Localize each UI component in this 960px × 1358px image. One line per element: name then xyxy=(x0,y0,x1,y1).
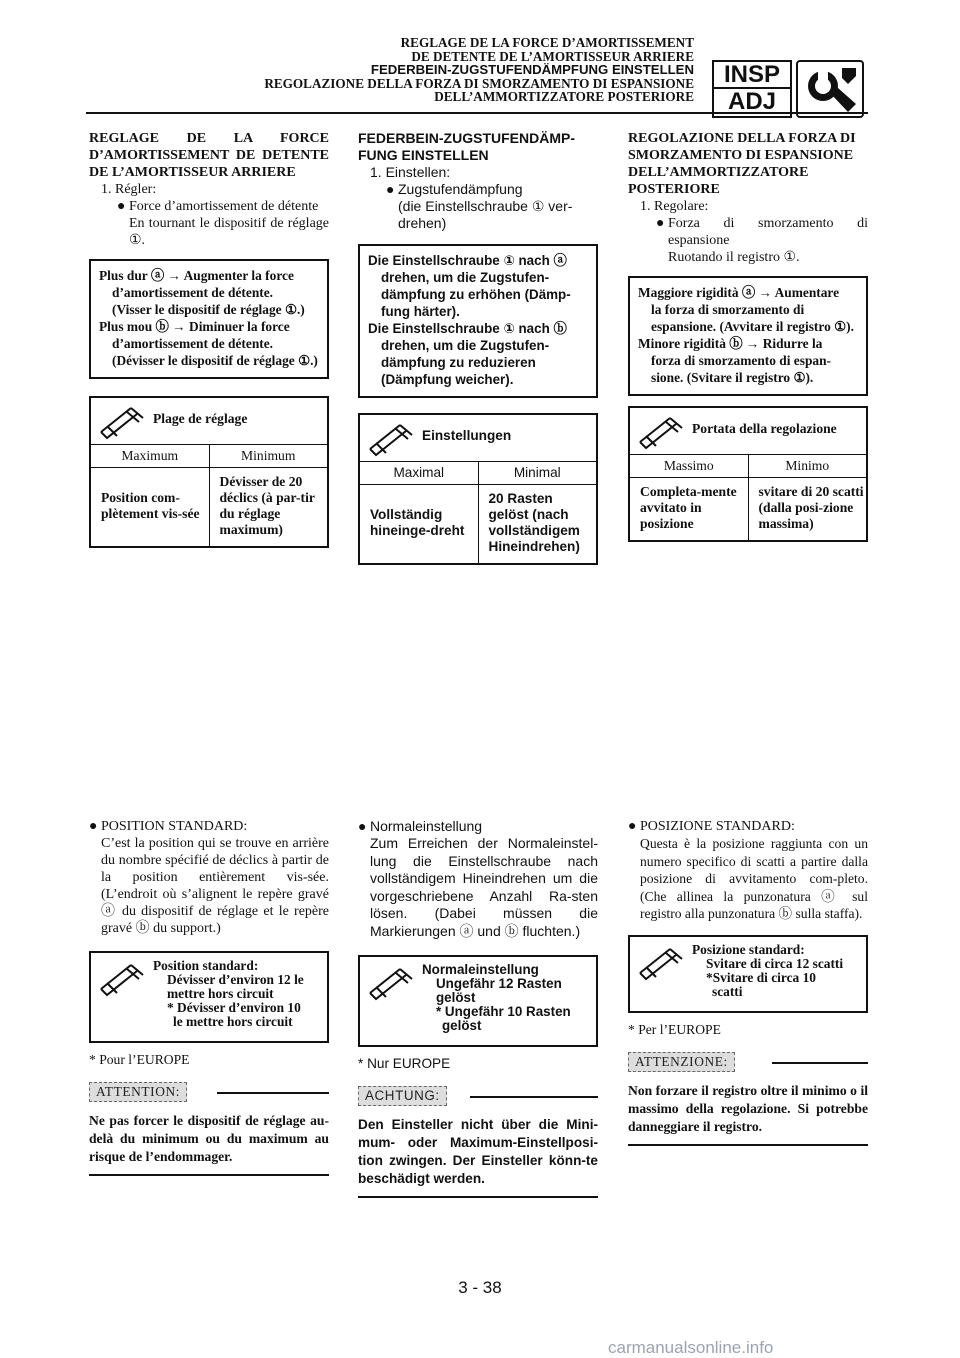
caliper-icon xyxy=(97,402,147,440)
col-header-max: Maximum xyxy=(91,445,209,468)
bullet-subtext: (die Einstellschraube ① ver-drehen) xyxy=(398,198,573,231)
column-italian xyxy=(628,130,868,542)
standard-section-fr xyxy=(89,818,329,1176)
header-line-2: DE DETENTE DE L’AMORTISSEUR ARRIERE xyxy=(411,48,694,64)
header-line-4: REGOLAZIONE DELLA FORZA DI SMORZAMENTO DI ESPANSIONE xyxy=(264,75,694,91)
caliper-icon xyxy=(97,959,147,997)
col-header-min: Minimo xyxy=(748,455,866,478)
section-title: REGLAGE DE LA FORCE D’AMORTISSEMENT DE DETENTE DE L’AMORTISSEUR ARRIERE xyxy=(89,131,329,180)
standard-value-box: Posizione standard: Svitare di circa 12 scatti *Svitare di circa 10 scatti xyxy=(628,935,868,1013)
wrench-icon xyxy=(796,60,864,118)
header-line-3: FEDERBEIN-ZUGSTUFENDÄMPFUNG EINSTELLEN xyxy=(370,62,694,78)
adjustment-note: Plus dur ⓐ → Augmenter la force d’amortissement de détente. (Visser le dispositif de réglage ①.) Plus mou ⓑ → Diminuer la force d’amortissement de détente. (Dévisser le dispositif de réglage ①.) xyxy=(89,259,329,379)
value-max: Completa-mente avvitato in posizione xyxy=(640,484,737,531)
standard-bullet: ● POSITION STANDARD: xyxy=(89,819,248,834)
warning-label: ATTENTION: xyxy=(89,1082,187,1102)
step-label: 1. Einstellen: xyxy=(370,164,451,180)
bullet-subtext: En tournant le dispositif de réglage ①. xyxy=(129,216,329,248)
standard-section-de xyxy=(358,818,598,1198)
warning-text: Ne pas forcer le dispositif de réglage au-delà du minimum ou du maximum au risque de l’endommager. xyxy=(89,1113,329,1164)
section-title: FEDERBEIN-ZUGSTUFENDÄMP-FUNG EINSTELLEN xyxy=(358,130,575,163)
adjustment-note: Die Einstellschraube ① nach ⓐ drehen, um die Zugstufen-dämpfung zu erhöhen (Dämp-fung härter). Die Einstellschraube ① nach ⓑ drehen, um die Zugstufen-dämpfung zu reduzieren (Dämpfung weicher). xyxy=(358,244,598,398)
value-min: 20 Rasten gelöst (nach vollständigem Hineindrehen) xyxy=(478,485,596,564)
adjustment-note: Maggiore rigidità ⓐ → Aumentare la forza di smorzamento di espansione. (Avvitare il registro ①). Minore rigidità ⓑ → Ridurre la forza di smorzamento di espan-sione. (Svitare il registro ①). xyxy=(628,276,868,396)
insp-adj-badge xyxy=(712,60,864,118)
watermark: carmanualsonline.info xyxy=(608,1338,774,1357)
warning-rule xyxy=(628,1144,868,1146)
caliper-icon xyxy=(636,412,686,450)
standard-bullet: ● POSIZIONE STANDARD: xyxy=(628,819,795,834)
standard-description: Zum Erreichen der Normaleinstel-lung die Einstellschraube nach vollständigem Hineindrehen um die vorgeschriebene Anzahl Ra-sten lösen. (Dabei müssen die Markierungen ⓐ und ⓑ fluchten.) xyxy=(370,835,598,939)
warning-label: ACHTUNG: xyxy=(358,1086,447,1106)
value-min: Dévisser de 20 déclics (à par-tir du réglage maximum) xyxy=(209,468,327,547)
col-header-min: Minimal xyxy=(478,462,596,485)
adjustment-range-box xyxy=(628,406,868,542)
warning-header xyxy=(358,1084,598,1110)
range-title: Plage de réglage xyxy=(153,411,248,426)
footnote: * Nur EUROPE xyxy=(358,1055,451,1071)
standard-description: C’est la position qui se trouve en arrière du nombre spécifié de déclics à partir de la position entièrement vis-sée. (L’endroit où s’alignent le repère gravé ⓐ du dispositif de réglage et le repère gravé ⓑ du support.) xyxy=(101,836,329,936)
warning-header xyxy=(89,1080,329,1106)
range-table xyxy=(630,455,866,540)
value-min: svitare di 20 scatti (dalla posi-zione massima) xyxy=(748,478,866,541)
adjustment-range-box xyxy=(358,413,598,565)
col-header-max: Maximal xyxy=(360,462,478,485)
adjustment-range-box xyxy=(89,396,329,548)
warning-rule xyxy=(358,1196,598,1198)
page-number: 3 - 38 xyxy=(458,1278,502,1297)
standard-value-box: Position standard: Dévisser d’environ 12 le mettre hors circuit * Dévisser d’environ 10 le mettre hors circuit xyxy=(89,951,329,1043)
step-label: 1. Régler: xyxy=(101,182,157,197)
bullet-subtext: Ruotando il registro ①. xyxy=(668,250,800,265)
range-table xyxy=(91,445,327,546)
range-table xyxy=(360,462,596,563)
standard-description: Questa è la posizione raggiunta con un numero specifico di scatti a partire dalla posizione di avvitamento com-pleto. (Che allinea la punzonatura ⓐ sul registro alla punzonatura ⓑ sulla staffa). xyxy=(640,836,868,922)
warning-text: Non forzare il registro oltre il minimo o il massimo della regolazione. Si potrebbe danneggiare il registro. xyxy=(628,1082,868,1134)
col-header-max: Massimo xyxy=(630,455,748,478)
range-title: Portata della regolazione xyxy=(692,421,837,436)
page-header xyxy=(200,36,694,104)
warning-label: ATTENZIONE: xyxy=(628,1052,735,1072)
warning-header xyxy=(628,1050,868,1076)
badge-insp-label: INSP xyxy=(712,60,792,89)
range-title: Einstellungen xyxy=(422,428,512,443)
header-line-5: DELL’AMMORTIZZATORE POSTERIORE xyxy=(434,89,694,105)
caliper-icon xyxy=(366,419,416,457)
bullet-item: ● Forza di smorzamento di espansione xyxy=(656,216,868,248)
standard-value-box: Normaleinstellung Ungefähr 12 Rasten gelöst * Ungefähr 10 Rasten gelöst xyxy=(358,955,598,1047)
warning-text: Den Einsteller nicht über die Mini-mum- oder Maximum-Einstellposi-tion zwingen. Der Einsteller könn-te beschädigt werden. xyxy=(358,1116,598,1186)
column-french xyxy=(89,130,329,548)
warning-rule xyxy=(89,1174,329,1176)
footnote: * Pour l’EUROPE xyxy=(89,1052,190,1067)
step-label: 1. Regolare: xyxy=(640,199,709,214)
caliper-icon xyxy=(366,963,416,1001)
header-line-1: REGLAGE DE LA FORCE D’AMORTISSEMENT xyxy=(400,35,694,50)
value-max: Position com-plètement vis-sée xyxy=(101,490,200,521)
standard-section-it xyxy=(628,818,868,1146)
footnote: * Per l’EUROPE xyxy=(628,1021,721,1037)
standard-bullet: ● Normaleinstellung xyxy=(358,818,483,834)
badge-adj-label: ADJ xyxy=(712,89,792,118)
column-german xyxy=(358,130,598,565)
bullet-item: ● Force d’amortissement de détente xyxy=(117,199,319,214)
value-max: Vollständig hineinge-dreht xyxy=(370,507,465,538)
caliper-icon xyxy=(636,943,686,981)
col-header-min: Minimum xyxy=(209,445,327,468)
bullet-item: ● Zugstufendämpfung xyxy=(386,181,523,197)
section-title: REGOLAZIONE DELLA FORZA DI SMORZAMENTO DI ESPANSIONE DELL’AMMORTIZZATORE POSTERIORE xyxy=(628,131,856,197)
